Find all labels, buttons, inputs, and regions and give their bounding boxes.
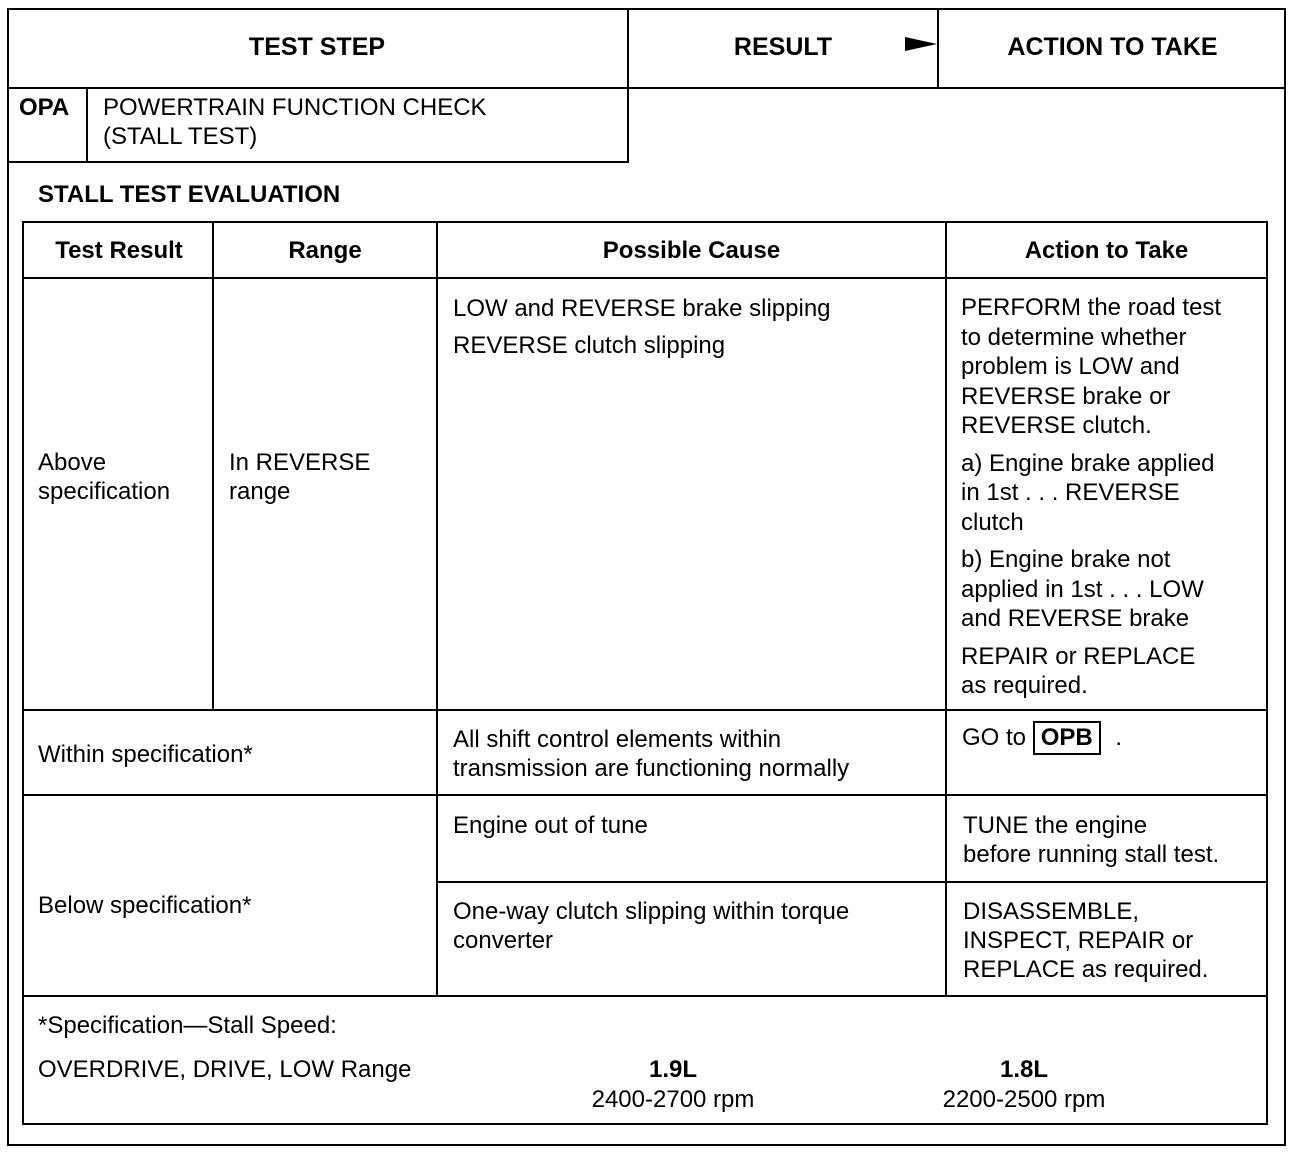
- below-cause-b-line1: One-way clutch slipping within torque: [453, 898, 850, 925]
- above-test-result-line2: specification: [38, 478, 171, 505]
- col-header-possible-cause: Possible Cause: [602, 237, 781, 264]
- footnote-range-label: OVERDRIVE, DRIVE, LOW Range: [38, 1056, 412, 1083]
- footnote-rpm-2: 2200-2500 rpm: [942, 1086, 1106, 1113]
- above-range-line2: range: [229, 478, 291, 505]
- footnote-engine-2: 1.8L: [999, 1056, 1049, 1083]
- above-action-repair: [961, 642, 1261, 701]
- repair-line: REPAIR or REPLACE: [961, 642, 1196, 670]
- step-code-divider: [86, 88, 88, 162]
- option-a-line: clutch: [961, 508, 1024, 536]
- option-b-line: b) Engine brake not: [961, 546, 1171, 573]
- above-action-option-b: [961, 545, 1261, 634]
- within-cause-line2: transmission are functioning normally: [453, 755, 850, 782]
- above-cause-line2: REVERSE clutch slipping: [453, 332, 726, 359]
- above-test-result-line1: Above: [38, 449, 107, 476]
- option-a-line: in 1st . . . REVERSE: [961, 479, 1180, 506]
- step-code: OPA: [19, 94, 70, 121]
- below-test-result: Below specification*: [38, 892, 252, 919]
- table-header-rule: [22, 277, 1268, 279]
- within-test-result: Within specification*: [38, 741, 253, 768]
- above-action-option-a: [961, 449, 1261, 538]
- footnote-rpm-1: 2400-2700 rpm: [591, 1086, 755, 1113]
- header-bottom-rule: [7, 87, 1286, 89]
- opb-reference-link[interactable]: OPB: [1033, 721, 1101, 755]
- within-action: [962, 721, 1122, 755]
- below-action-b-line3: REPLACE as required.: [963, 956, 1209, 983]
- above-action-line: to determine whether: [961, 323, 1187, 351]
- above-cause-line1: LOW and REVERSE brake slipping: [453, 295, 831, 322]
- step-title-line1: POWERTRAIN FUNCTION CHECK: [103, 94, 487, 121]
- option-a-line: a) Engine brake applied: [961, 449, 1215, 477]
- col-header-range: Range: [288, 237, 362, 264]
- row-below-split-rule: [436, 881, 1268, 883]
- within-action-prefix: GO to: [962, 724, 1027, 751]
- within-cause-line1: All shift control elements within: [453, 726, 782, 753]
- repair-line: as required.: [961, 672, 1088, 699]
- above-action-line: REVERSE brake or: [961, 382, 1171, 410]
- below-action-a-line1: TUNE the engine: [963, 812, 1148, 839]
- col-divider-2: [436, 221, 438, 997]
- header-result: RESULT: [733, 33, 833, 61]
- below-cause-b-line2: converter: [453, 927, 554, 954]
- footnote-rule: [22, 995, 1268, 997]
- above-action-block: [961, 293, 1261, 709]
- col-divider-1: [212, 221, 214, 711]
- above-action-paragraph: [961, 293, 1261, 441]
- above-action-line: problem is LOW and: [961, 353, 1180, 380]
- footnote-engine-1: 1.9L: [648, 1056, 698, 1083]
- within-action-suffix: .: [1115, 724, 1123, 751]
- col-divider-3: [945, 221, 947, 997]
- option-b-line: and REVERSE brake: [961, 605, 1190, 632]
- col-header-test-result: Test Result: [55, 237, 183, 264]
- row-within-rule: [22, 794, 1268, 796]
- row-above-rule: [22, 709, 1268, 711]
- above-range-line1: In REVERSE: [229, 449, 371, 476]
- arrow-right-icon: [905, 34, 937, 54]
- header-test-step: TEST STEP: [248, 33, 386, 61]
- col-header-action: Action to Take: [1024, 237, 1189, 264]
- below-action-a-line2: before running stall test.: [963, 841, 1220, 868]
- below-action-b-line2: INSPECT, REPAIR or: [963, 927, 1194, 954]
- below-action-b-line1: DISASSEMBLE,: [963, 898, 1140, 925]
- step-title-line2: (STALL TEST): [103, 123, 258, 150]
- section-title: STALL TEST EVALUATION: [38, 181, 341, 208]
- below-cause-a: Engine out of tune: [453, 812, 648, 839]
- footnote-title: *Specification—Stall Speed:: [38, 1012, 337, 1039]
- above-action-line: REVERSE clutch.: [961, 412, 1152, 439]
- option-b-line: applied in 1st . . . LOW: [961, 575, 1204, 603]
- step-bottom-rule: [7, 161, 629, 163]
- above-action-line: PERFORM the road test: [961, 294, 1222, 321]
- header-action: ACTION TO TAKE: [1007, 33, 1218, 61]
